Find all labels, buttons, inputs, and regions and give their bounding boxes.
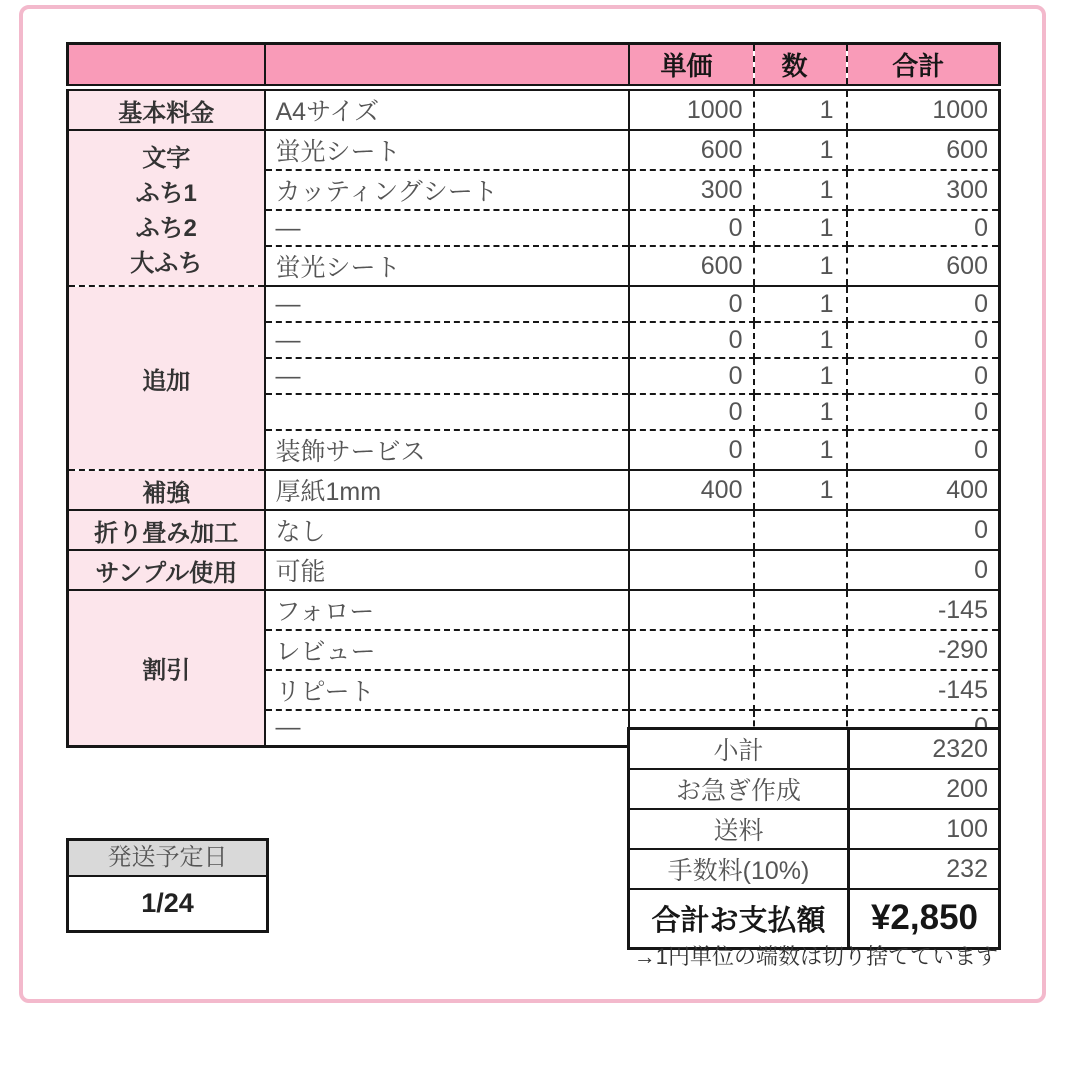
unit-price: 300 bbox=[629, 170, 754, 210]
row-label-edge1: ふち1 bbox=[135, 180, 197, 207]
item-desc: A4サイズ bbox=[265, 88, 629, 131]
total: 0 bbox=[847, 322, 1000, 358]
shipping-date-box bbox=[66, 838, 269, 933]
table-row-reinforce bbox=[68, 470, 1000, 510]
unit-price bbox=[629, 590, 754, 630]
row-label-edge2: ふち2 bbox=[135, 215, 197, 242]
item-desc: 厚紙1mm bbox=[265, 470, 629, 510]
grand-total-label: 合計お支払額 bbox=[629, 889, 849, 948]
row-label-fold: 折り畳み加工 bbox=[68, 510, 265, 550]
item-desc: なし bbox=[265, 510, 629, 550]
header-quantity: 数 bbox=[754, 44, 847, 88]
total: 0 bbox=[847, 430, 1000, 470]
unit-price bbox=[629, 630, 754, 670]
quantity bbox=[754, 670, 847, 710]
summary-row-shipping-fee bbox=[629, 809, 1000, 849]
item-desc: 装飾サービス bbox=[265, 430, 629, 470]
quantity: 1 bbox=[754, 286, 847, 322]
unit-price: 0 bbox=[629, 210, 754, 246]
item-desc: — bbox=[265, 286, 629, 322]
header-blank-1 bbox=[68, 44, 265, 88]
item-desc: — bbox=[265, 322, 629, 358]
row-label-big-edge: 大ふち bbox=[130, 250, 203, 277]
shipping-fee-value: 100 bbox=[849, 809, 1000, 849]
quantity bbox=[754, 550, 847, 590]
item-desc: レビュー bbox=[265, 630, 629, 670]
header-unit-price: 単価 bbox=[629, 44, 754, 88]
summary-row-commission bbox=[629, 849, 1000, 889]
row-label-edge-group bbox=[68, 130, 265, 286]
summary-row-rush bbox=[629, 769, 1000, 809]
item-desc: — bbox=[265, 358, 629, 394]
total: -290 bbox=[847, 630, 1000, 670]
table-row-fold bbox=[68, 510, 1000, 550]
quantity bbox=[754, 630, 847, 670]
table-row-addition-1 bbox=[68, 286, 1000, 322]
quantity: 1 bbox=[754, 470, 847, 510]
total: 0 bbox=[847, 286, 1000, 322]
price-table-header bbox=[68, 44, 1000, 88]
edge-group-labels bbox=[70, 138, 263, 278]
price-table bbox=[66, 42, 1001, 748]
summary-table bbox=[627, 727, 1001, 950]
commission-label: 手数料(10%) bbox=[629, 849, 849, 889]
item-desc: リピート bbox=[265, 670, 629, 710]
unit-price: 0 bbox=[629, 322, 754, 358]
unit-price: 600 bbox=[629, 246, 754, 286]
total: 400 bbox=[847, 470, 1000, 510]
quantity: 1 bbox=[754, 358, 847, 394]
subtotal-value: 2320 bbox=[849, 729, 1000, 770]
quantity: 1 bbox=[754, 88, 847, 131]
total: -145 bbox=[847, 590, 1000, 630]
total: -145 bbox=[847, 670, 1000, 710]
quantity: 1 bbox=[754, 210, 847, 246]
total: 0 bbox=[847, 510, 1000, 550]
quantity: 1 bbox=[754, 430, 847, 470]
table-row-sample bbox=[68, 550, 1000, 590]
unit-price: 0 bbox=[629, 358, 754, 394]
rush-value: 200 bbox=[849, 769, 1000, 809]
commission-value: 232 bbox=[849, 849, 1000, 889]
total: 1000 bbox=[847, 88, 1000, 131]
item-desc: 蛍光シート bbox=[265, 130, 629, 170]
rounding-note: →1円単位の端数は切り捨てています bbox=[633, 944, 998, 969]
item-desc: 蛍光シート bbox=[265, 246, 629, 286]
unit-price bbox=[629, 670, 754, 710]
row-label-addition: 追加 bbox=[68, 286, 265, 470]
header-total: 合計 bbox=[847, 44, 1000, 88]
table-row-text bbox=[68, 130, 1000, 170]
rush-label: お急ぎ作成 bbox=[629, 769, 849, 809]
row-label-reinforce: 補強 bbox=[68, 470, 265, 510]
total: 600 bbox=[847, 130, 1000, 170]
total: 0 bbox=[847, 550, 1000, 590]
unit-price: 0 bbox=[629, 394, 754, 430]
item-desc: — bbox=[265, 210, 629, 246]
total: 600 bbox=[847, 246, 1000, 286]
row-label-basic-fee: 基本料金 bbox=[68, 88, 265, 131]
total: 0 bbox=[847, 394, 1000, 430]
unit-price: 0 bbox=[629, 430, 754, 470]
total: 0 bbox=[847, 358, 1000, 394]
quantity: 1 bbox=[754, 130, 847, 170]
summary-row-subtotal bbox=[629, 729, 1000, 770]
unit-price bbox=[629, 510, 754, 550]
row-label-discount: 割引 bbox=[68, 590, 265, 746]
shipping-date-value: 1/24 bbox=[69, 877, 266, 930]
total: 0 bbox=[847, 210, 1000, 246]
subtotal-label: 小計 bbox=[629, 729, 849, 770]
quantity bbox=[754, 510, 847, 550]
item-desc bbox=[265, 394, 629, 430]
item-desc: フォロー bbox=[265, 590, 629, 630]
item-desc: カッティングシート bbox=[265, 170, 629, 210]
unit-price: 400 bbox=[629, 470, 754, 510]
header-blank-2 bbox=[265, 44, 629, 88]
unit-price: 1000 bbox=[629, 88, 754, 131]
row-label-text: 文字 bbox=[142, 145, 191, 172]
row-label-sample: サンプル使用 bbox=[68, 550, 265, 590]
quantity: 1 bbox=[754, 170, 847, 210]
table-row-discount-follow bbox=[68, 590, 1000, 630]
unit-price: 600 bbox=[629, 130, 754, 170]
shipping-fee-label: 送料 bbox=[629, 809, 849, 849]
item-desc: — bbox=[265, 710, 629, 746]
shipping-date-label: 発送予定日 bbox=[69, 841, 266, 877]
quantity: 1 bbox=[754, 322, 847, 358]
quantity: 1 bbox=[754, 246, 847, 286]
quantity bbox=[754, 590, 847, 630]
item-desc: 可能 bbox=[265, 550, 629, 590]
table-row-basic-fee bbox=[68, 88, 1000, 131]
total: 300 bbox=[847, 170, 1000, 210]
unit-price bbox=[629, 550, 754, 590]
grand-total-value: ¥2,850 bbox=[849, 889, 1000, 948]
unit-price: 0 bbox=[629, 286, 754, 322]
quantity: 1 bbox=[754, 394, 847, 430]
